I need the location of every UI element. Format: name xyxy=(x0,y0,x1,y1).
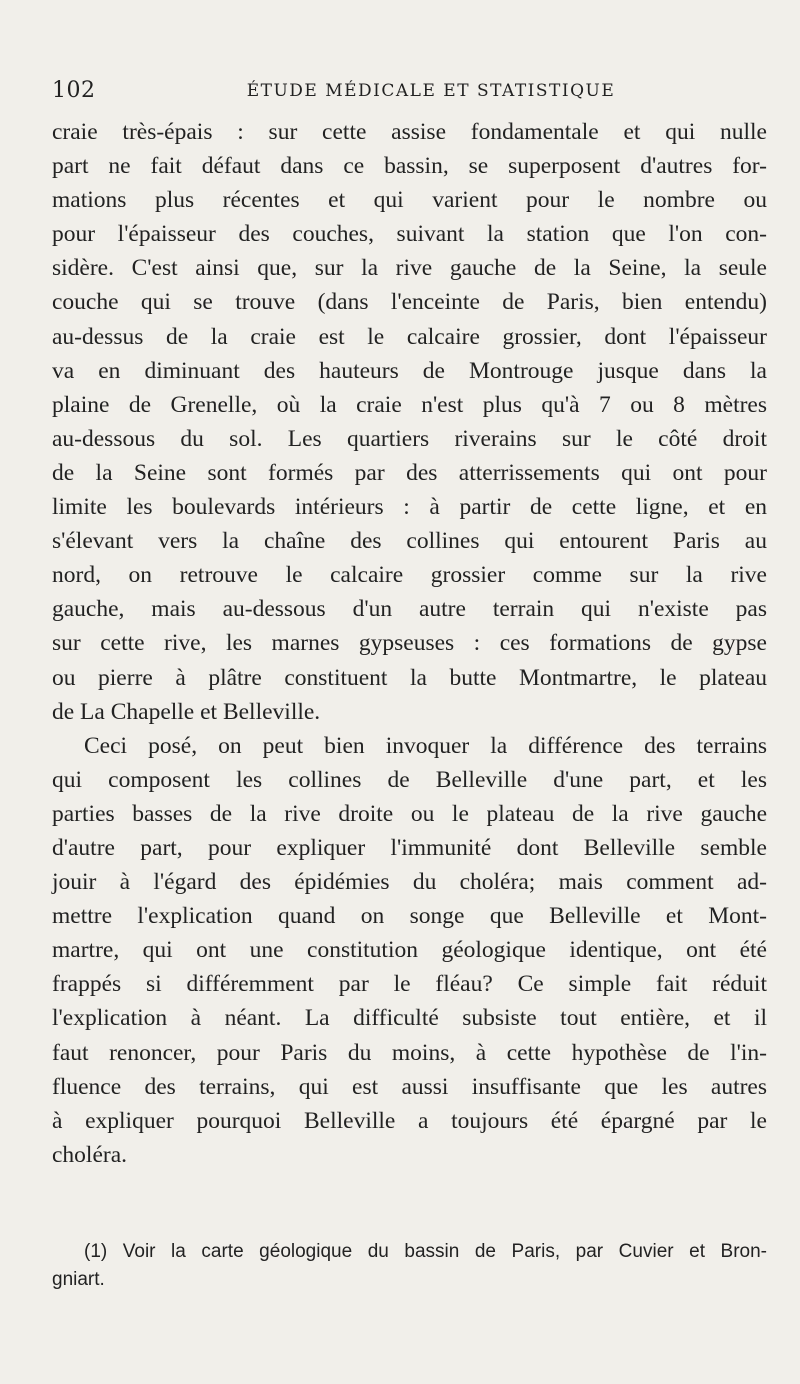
text-line: frappés si différemment par le fléau? Ce simple fait réduit xyxy=(52,971,767,998)
text-line: part ne fait défaut dans ce bassin, se superposent d'autres for- xyxy=(52,153,767,180)
text-line: à expliquer pourquoi Belleville a toujours été épargné par le xyxy=(52,1107,767,1134)
text-line: s'élevant vers la chaîne des collines qui entourent Paris au xyxy=(52,528,767,555)
text-line: de La Chapelle et Belleville. xyxy=(52,698,321,725)
text-line: martre, qui ont une constitution géologique identique, ont été xyxy=(52,937,767,964)
text-line: ou pierre à plâtre constituent la butte Montmartre, le plateau xyxy=(52,664,767,691)
text-line: Ceci posé, on peut bien invoquer la différence des terrains xyxy=(84,732,767,759)
text-line: faut renoncer, pour Paris du moins, à cette hypothèse de l'in- xyxy=(52,1039,767,1066)
body-text xyxy=(52,115,767,1172)
text-line: sur cette rive, les marnes gypseuses : ces formations de gypse xyxy=(52,630,767,657)
text-line: mations plus récentes et qui varient pour le nombre ou xyxy=(52,187,767,214)
text-line: va en diminuant des hauteurs de Montrouge jusque dans la xyxy=(52,357,767,384)
text-line: fluence des terrains, qui est aussi insuffisante que les autres xyxy=(52,1073,767,1100)
text-line: au-dessus de la craie est le calcaire grossier, dont l'épaisseur xyxy=(52,323,767,350)
text-line: d'autre part, pour expliquer l'immunité dont Belleville semble xyxy=(52,834,767,861)
text-line: couche qui se trouve (dans l'enceinte de Paris, bien entendu) xyxy=(52,289,767,316)
text-line: jouir à l'égard des épidémies du choléra; mais comment ad- xyxy=(52,869,767,896)
text-line: de la Seine sont formés par des atterrissements qui ont pour xyxy=(52,459,767,486)
footnote-line: (1) Voir la carte géologique du bassin de Paris, par Cuvier et Bron- xyxy=(84,1241,767,1262)
page-header xyxy=(52,78,770,106)
footnote-line: gniart. xyxy=(52,1269,105,1290)
text-line: sidère. C'est ainsi que, sur la rive gauche de la Seine, la seule xyxy=(52,255,767,282)
running-head: ÉTUDE MÉDICALE ET STATISTIQUE xyxy=(246,81,616,101)
footnote xyxy=(52,1238,767,1294)
text-line: craie très-épais : sur cette assise fondamentale et qui nulle xyxy=(52,119,767,145)
text-line: au-dessous du sol. Les quartiers riverains sur le côté droit xyxy=(52,425,767,452)
text-line: limite les boulevards intérieurs : à partir de cette ligne, et en xyxy=(52,494,767,521)
page-number: 102 xyxy=(52,78,96,103)
text-line: mettre l'explication quand on songe que Belleville et Mont- xyxy=(52,903,767,930)
text-line: parties basses de la rive droite ou le plateau de la rive gauche xyxy=(52,800,767,827)
text-line: plaine de Grenelle, où la craie n'est plus qu'à 7 ou 8 mètres xyxy=(52,391,767,418)
text-line: nord, on retrouve le calcaire grossier comme sur la rive xyxy=(52,562,767,589)
text-line: choléra. xyxy=(52,1141,128,1168)
text-line: pour l'épaisseur des couches, suivant la station que l'on con- xyxy=(52,221,767,248)
text-line: gauche, mais au-dessous d'un autre terrain qui n'existe pas xyxy=(52,596,767,623)
text-line: qui composent les collines de Belleville d'une part, et les xyxy=(52,766,767,793)
text-line: l'explication à néant. La difficulté subsiste tout entière, et il xyxy=(52,1005,767,1032)
